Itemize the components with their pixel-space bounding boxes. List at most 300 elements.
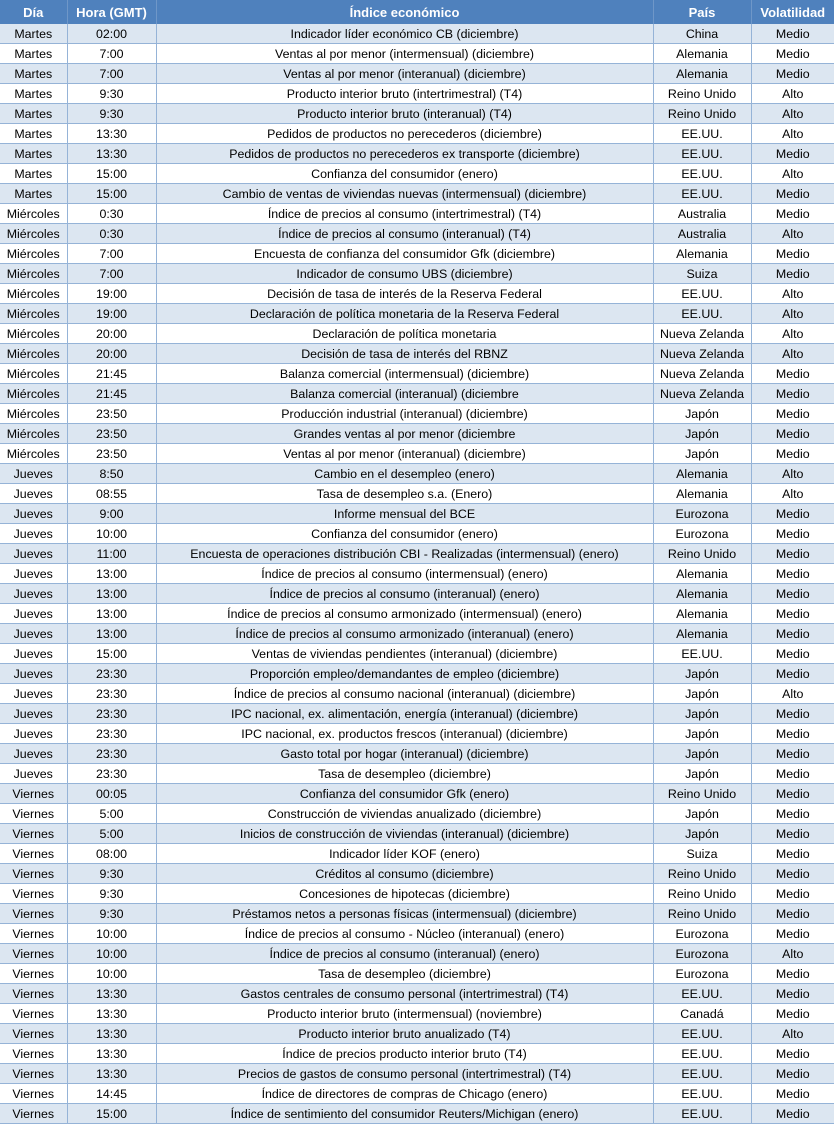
- table-row: [0, 184, 834, 204]
- cell-time: 13:00: [67, 564, 156, 584]
- table-row: [0, 744, 834, 764]
- table-row: [0, 464, 834, 484]
- cell-volatility: Medio: [751, 524, 834, 544]
- cell-time: 15:00: [67, 644, 156, 664]
- table-row: [0, 724, 834, 744]
- table-row: [0, 1064, 834, 1084]
- cell-country: Suiza: [653, 264, 751, 284]
- cell-index: Índice de precios producto interior bruto (T4): [156, 1044, 653, 1064]
- cell-day: Martes: [0, 184, 67, 204]
- table-row: [0, 124, 834, 144]
- header-country: País: [653, 0, 751, 24]
- cell-index: Declaración de política monetaria de la Reserva Federal: [156, 304, 653, 324]
- cell-volatility: Alto: [751, 304, 834, 324]
- cell-index: IPC nacional, ex. alimentación, energía (interanual) (diciembre): [156, 704, 653, 724]
- cell-index: Producto interior bruto anualizado (T4): [156, 1024, 653, 1044]
- cell-time: 7:00: [67, 44, 156, 64]
- cell-country: EE.UU.: [653, 1064, 751, 1084]
- cell-time: 7:00: [67, 64, 156, 84]
- cell-day: Jueves: [0, 604, 67, 624]
- cell-country: Eurozona: [653, 964, 751, 984]
- cell-volatility: Medio: [751, 1064, 834, 1084]
- cell-volatility: Medio: [751, 1004, 834, 1024]
- cell-index: Pedidos de productos no perecederos ex transporte (diciembre): [156, 144, 653, 164]
- cell-country: EE.UU.: [653, 164, 751, 184]
- cell-day: Viernes: [0, 784, 67, 804]
- cell-day: Miércoles: [0, 424, 67, 444]
- cell-volatility: Alto: [751, 484, 834, 504]
- cell-day: Miércoles: [0, 224, 67, 244]
- cell-day: Viernes: [0, 864, 67, 884]
- cell-time: 9:30: [67, 884, 156, 904]
- cell-time: 10:00: [67, 964, 156, 984]
- table-row: [0, 404, 834, 424]
- cell-index: Índice de precios al consumo armonizado (interanual) (enero): [156, 624, 653, 644]
- cell-volatility: Alto: [751, 124, 834, 144]
- cell-day: Martes: [0, 44, 67, 64]
- cell-time: 7:00: [67, 244, 156, 264]
- cell-country: Nueva Zelanda: [653, 384, 751, 404]
- cell-volatility: Medio: [751, 1084, 834, 1104]
- cell-day: Jueves: [0, 764, 67, 784]
- cell-day: Miércoles: [0, 364, 67, 384]
- cell-time: 20:00: [67, 344, 156, 364]
- cell-country: Australia: [653, 204, 751, 224]
- table-row: [0, 844, 834, 864]
- cell-country: Eurozona: [653, 504, 751, 524]
- cell-time: 23:50: [67, 424, 156, 444]
- table-row: [0, 764, 834, 784]
- cell-volatility: Medio: [751, 784, 834, 804]
- cell-country: Canadá: [653, 1004, 751, 1024]
- table-row: [0, 544, 834, 564]
- cell-index: Ventas al por menor (intermensual) (diciembre): [156, 44, 653, 64]
- cell-index: Índice de precios al consumo nacional (interanual) (diciembre): [156, 684, 653, 704]
- cell-time: 7:00: [67, 264, 156, 284]
- cell-day: Viernes: [0, 904, 67, 924]
- table-row: [0, 984, 834, 1004]
- table-row: [0, 84, 834, 104]
- cell-day: Viernes: [0, 1064, 67, 1084]
- cell-day: Miércoles: [0, 204, 67, 224]
- cell-index: Encuesta de confianza del consumidor Gfk (diciembre): [156, 244, 653, 264]
- table-row: [0, 944, 834, 964]
- cell-volatility: Medio: [751, 904, 834, 924]
- cell-day: Martes: [0, 144, 67, 164]
- cell-index: Encuesta de operaciones distribución CBI - Realizadas (intermensual) (enero): [156, 544, 653, 564]
- table-row: [0, 164, 834, 184]
- cell-index: Proporción empleo/demandantes de empleo (diciembre): [156, 664, 653, 684]
- header-day: Día: [0, 0, 67, 24]
- table-row: [0, 1104, 834, 1124]
- cell-country: Alemania: [653, 624, 751, 644]
- table-row: [0, 104, 834, 124]
- cell-index: Indicador de consumo UBS (diciembre): [156, 264, 653, 284]
- table-row: [0, 144, 834, 164]
- cell-volatility: Medio: [751, 604, 834, 624]
- cell-time: 23:30: [67, 704, 156, 724]
- cell-volatility: Alto: [751, 344, 834, 364]
- cell-country: Reino Unido: [653, 544, 751, 564]
- cell-country: Australia: [653, 224, 751, 244]
- cell-volatility: Medio: [751, 544, 834, 564]
- cell-country: Japón: [653, 824, 751, 844]
- table-row: [0, 664, 834, 684]
- cell-volatility: Alto: [751, 1024, 834, 1044]
- cell-volatility: Medio: [751, 384, 834, 404]
- cell-day: Martes: [0, 104, 67, 124]
- cell-country: EE.UU.: [653, 644, 751, 664]
- table-row: [0, 1004, 834, 1024]
- cell-index: Informe mensual del BCE: [156, 504, 653, 524]
- table-row: [0, 64, 834, 84]
- table-row: [0, 644, 834, 664]
- table-row: [0, 784, 834, 804]
- cell-day: Martes: [0, 24, 67, 44]
- cell-time: 21:45: [67, 384, 156, 404]
- cell-index: Indicador líder KOF (enero): [156, 844, 653, 864]
- cell-volatility: Medio: [751, 244, 834, 264]
- cell-index: Gasto total por hogar (interanual) (diciembre): [156, 744, 653, 764]
- cell-volatility: Medio: [751, 764, 834, 784]
- table-row: [0, 364, 834, 384]
- cell-volatility: Medio: [751, 144, 834, 164]
- cell-day: Miércoles: [0, 384, 67, 404]
- cell-time: 19:00: [67, 284, 156, 304]
- cell-volatility: Medio: [751, 564, 834, 584]
- cell-time: 0:30: [67, 204, 156, 224]
- table-row: [0, 264, 834, 284]
- cell-time: 9:30: [67, 104, 156, 124]
- cell-volatility: Medio: [751, 624, 834, 644]
- cell-time: 8:50: [67, 464, 156, 484]
- cell-country: Nueva Zelanda: [653, 324, 751, 344]
- cell-country: Japón: [653, 724, 751, 744]
- table-row: [0, 444, 834, 464]
- table-row: [0, 304, 834, 324]
- cell-country: Japón: [653, 684, 751, 704]
- cell-time: 23:30: [67, 724, 156, 744]
- cell-country: Alemania: [653, 64, 751, 84]
- cell-volatility: Alto: [751, 84, 834, 104]
- cell-time: 23:30: [67, 664, 156, 684]
- cell-time: 08:00: [67, 844, 156, 864]
- cell-country: Nueva Zelanda: [653, 364, 751, 384]
- cell-time: 13:30: [67, 144, 156, 164]
- cell-day: Viernes: [0, 804, 67, 824]
- cell-volatility: Medio: [751, 64, 834, 84]
- cell-time: 23:30: [67, 684, 156, 704]
- cell-country: Eurozona: [653, 524, 751, 544]
- header-volatility: Volatilidad: [751, 0, 834, 24]
- cell-index: Cambio en el desempleo (enero): [156, 464, 653, 484]
- cell-index: Índice de precios al consumo (interanual) (enero): [156, 584, 653, 604]
- cell-country: Eurozona: [653, 944, 751, 964]
- cell-volatility: Medio: [751, 824, 834, 844]
- cell-index: Producto interior bruto (intertrimestral) (T4): [156, 84, 653, 104]
- cell-day: Miércoles: [0, 264, 67, 284]
- cell-volatility: Medio: [751, 444, 834, 464]
- cell-day: Viernes: [0, 1004, 67, 1024]
- table-row: [0, 964, 834, 984]
- cell-country: Reino Unido: [653, 904, 751, 924]
- cell-country: Japón: [653, 744, 751, 764]
- table-row: [0, 904, 834, 924]
- cell-time: 23:50: [67, 404, 156, 424]
- cell-country: Japón: [653, 664, 751, 684]
- cell-index: Gastos centrales de consumo personal (intertrimestral) (T4): [156, 984, 653, 1004]
- cell-volatility: Alto: [751, 164, 834, 184]
- cell-time: 23:50: [67, 444, 156, 464]
- cell-time: 10:00: [67, 944, 156, 964]
- cell-country: Nueva Zelanda: [653, 344, 751, 364]
- cell-volatility: Medio: [751, 864, 834, 884]
- cell-index: Cambio de ventas de viviendas nuevas (intermensual) (diciembre): [156, 184, 653, 204]
- cell-country: Japón: [653, 764, 751, 784]
- cell-country: EE.UU.: [653, 1024, 751, 1044]
- cell-index: Tasa de desempleo (diciembre): [156, 964, 653, 984]
- cell-time: 15:00: [67, 184, 156, 204]
- cell-day: Viernes: [0, 984, 67, 1004]
- header-time: Hora (GMT): [67, 0, 156, 24]
- cell-index: Índice de precios al consumo - Núcleo (interanual) (enero): [156, 924, 653, 944]
- cell-volatility: Alto: [751, 224, 834, 244]
- table-row: [0, 1024, 834, 1044]
- cell-day: Jueves: [0, 644, 67, 664]
- cell-day: Jueves: [0, 624, 67, 644]
- cell-day: Viernes: [0, 1024, 67, 1044]
- cell-index: Índice de precios al consumo (intertrimestral) (T4): [156, 204, 653, 224]
- table-row: [0, 324, 834, 344]
- cell-volatility: Medio: [751, 964, 834, 984]
- cell-country: Alemania: [653, 604, 751, 624]
- cell-time: 14:45: [67, 1084, 156, 1104]
- cell-time: 20:00: [67, 324, 156, 344]
- cell-country: Alemania: [653, 584, 751, 604]
- cell-time: 9:00: [67, 504, 156, 524]
- cell-country: EE.UU.: [653, 1104, 751, 1124]
- cell-country: China: [653, 24, 751, 44]
- cell-time: 9:30: [67, 84, 156, 104]
- cell-country: Alemania: [653, 44, 751, 64]
- cell-index: Confianza del consumidor Gfk (enero): [156, 784, 653, 804]
- cell-country: Japón: [653, 444, 751, 464]
- cell-time: 23:30: [67, 744, 156, 764]
- cell-country: EE.UU.: [653, 124, 751, 144]
- cell-index: Decisión de tasa de interés del RBNZ: [156, 344, 653, 364]
- table-row: [0, 924, 834, 944]
- cell-index: Índice de precios al consumo (interanual) (enero): [156, 944, 653, 964]
- cell-time: 13:00: [67, 624, 156, 644]
- cell-day: Viernes: [0, 1104, 67, 1124]
- cell-country: Alemania: [653, 564, 751, 584]
- cell-volatility: Medio: [751, 924, 834, 944]
- cell-index: Inicios de construcción de viviendas (interanual) (diciembre): [156, 824, 653, 844]
- cell-day: Martes: [0, 124, 67, 144]
- cell-time: 00:05: [67, 784, 156, 804]
- table-row: [0, 224, 834, 244]
- cell-volatility: Medio: [751, 264, 834, 284]
- table-row: [0, 684, 834, 704]
- cell-country: Alemania: [653, 484, 751, 504]
- cell-volatility: Alto: [751, 944, 834, 964]
- cell-day: Miércoles: [0, 344, 67, 364]
- cell-index: Grandes ventas al por menor (diciembre: [156, 424, 653, 444]
- table-row: [0, 884, 834, 904]
- cell-volatility: Medio: [751, 184, 834, 204]
- cell-volatility: Medio: [751, 1044, 834, 1064]
- cell-time: 10:00: [67, 924, 156, 944]
- cell-index: Préstamos netos a personas físicas (intermensual) (diciembre): [156, 904, 653, 924]
- cell-index: Ventas de viviendas pendientes (interanual) (diciembre): [156, 644, 653, 664]
- cell-country: EE.UU.: [653, 1044, 751, 1064]
- cell-day: Viernes: [0, 884, 67, 904]
- cell-volatility: Alto: [751, 104, 834, 124]
- cell-index: Índice de directores de compras de Chicago (enero): [156, 1084, 653, 1104]
- cell-time: 13:30: [67, 1024, 156, 1044]
- cell-day: Jueves: [0, 484, 67, 504]
- cell-day: Miércoles: [0, 244, 67, 264]
- cell-index: Índice de precios al consumo (interanual) (T4): [156, 224, 653, 244]
- cell-day: Viernes: [0, 944, 67, 964]
- cell-index: Indicador líder económico CB (diciembre): [156, 24, 653, 44]
- cell-country: Japón: [653, 424, 751, 444]
- cell-country: Reino Unido: [653, 884, 751, 904]
- cell-time: 13:00: [67, 604, 156, 624]
- cell-day: Martes: [0, 164, 67, 184]
- cell-index: Índice de precios al consumo armonizado (intermensual) (enero): [156, 604, 653, 624]
- table-row: [0, 584, 834, 604]
- cell-index: Créditos al consumo (diciembre): [156, 864, 653, 884]
- cell-day: Martes: [0, 64, 67, 84]
- cell-volatility: Alto: [751, 684, 834, 704]
- cell-volatility: Medio: [751, 44, 834, 64]
- cell-day: Jueves: [0, 704, 67, 724]
- cell-time: 08:55: [67, 484, 156, 504]
- cell-country: Reino Unido: [653, 104, 751, 124]
- cell-time: 0:30: [67, 224, 156, 244]
- cell-day: Viernes: [0, 964, 67, 984]
- cell-volatility: Medio: [751, 724, 834, 744]
- cell-index: Índice de precios al consumo (intermensual) (enero): [156, 564, 653, 584]
- cell-index: Declaración de política monetaria: [156, 324, 653, 344]
- cell-country: EE.UU.: [653, 144, 751, 164]
- cell-volatility: Alto: [751, 284, 834, 304]
- cell-index: Tasa de desempleo (diciembre): [156, 764, 653, 784]
- cell-day: Miércoles: [0, 444, 67, 464]
- cell-index: Producción industrial (interanual) (diciembre): [156, 404, 653, 424]
- cell-time: 11:00: [67, 544, 156, 564]
- cell-time: 15:00: [67, 164, 156, 184]
- cell-country: Reino Unido: [653, 784, 751, 804]
- cell-volatility: Medio: [751, 844, 834, 864]
- cell-index: Balanza comercial (interanual) (diciembre: [156, 384, 653, 404]
- table-row: [0, 344, 834, 364]
- cell-day: Jueves: [0, 744, 67, 764]
- cell-country: Reino Unido: [653, 84, 751, 104]
- cell-volatility: Medio: [751, 504, 834, 524]
- cell-index: Decisión de tasa de interés de la Reserva Federal: [156, 284, 653, 304]
- cell-day: Viernes: [0, 824, 67, 844]
- cell-index: Producto interior bruto (intermensual) (noviembre): [156, 1004, 653, 1024]
- header-row: [0, 0, 834, 24]
- cell-day: Jueves: [0, 664, 67, 684]
- cell-country: EE.UU.: [653, 1084, 751, 1104]
- table-row: [0, 604, 834, 624]
- table-body: [0, 24, 834, 1124]
- cell-country: Alemania: [653, 244, 751, 264]
- cell-country: EE.UU.: [653, 984, 751, 1004]
- table-row: [0, 524, 834, 544]
- cell-time: 02:00: [67, 24, 156, 44]
- table-row: [0, 484, 834, 504]
- cell-day: Miércoles: [0, 304, 67, 324]
- table-row: [0, 1084, 834, 1104]
- cell-country: Suiza: [653, 844, 751, 864]
- cell-time: 23:30: [67, 764, 156, 784]
- cell-time: 9:30: [67, 904, 156, 924]
- cell-index: Ventas al por menor (interanual) (diciembre): [156, 64, 653, 84]
- table-row: [0, 244, 834, 264]
- table-row: [0, 704, 834, 724]
- cell-day: Martes: [0, 84, 67, 104]
- cell-day: Jueves: [0, 464, 67, 484]
- cell-day: Viernes: [0, 1044, 67, 1064]
- cell-index: Pedidos de productos no perecederos (diciembre): [156, 124, 653, 144]
- cell-time: 19:00: [67, 304, 156, 324]
- cell-time: 10:00: [67, 524, 156, 544]
- cell-volatility: Medio: [751, 24, 834, 44]
- cell-country: EE.UU.: [653, 184, 751, 204]
- cell-volatility: Medio: [751, 644, 834, 664]
- table-row: [0, 1044, 834, 1064]
- cell-index: Tasa de desempleo s.a. (Enero): [156, 484, 653, 504]
- cell-country: Japón: [653, 404, 751, 424]
- cell-index: IPC nacional, ex. productos frescos (interanual) (diciembre): [156, 724, 653, 744]
- cell-day: Viernes: [0, 844, 67, 864]
- cell-volatility: Medio: [751, 804, 834, 824]
- cell-country: Eurozona: [653, 924, 751, 944]
- cell-volatility: Alto: [751, 464, 834, 484]
- cell-volatility: Medio: [751, 364, 834, 384]
- cell-volatility: Medio: [751, 664, 834, 684]
- table-row: [0, 284, 834, 304]
- cell-volatility: Medio: [751, 704, 834, 724]
- cell-time: 13:30: [67, 1064, 156, 1084]
- cell-day: Miércoles: [0, 404, 67, 424]
- header-index: Índice económico: [156, 0, 653, 24]
- cell-time: 13:30: [67, 1044, 156, 1064]
- table-row: [0, 424, 834, 444]
- cell-volatility: Medio: [751, 204, 834, 224]
- cell-day: Viernes: [0, 924, 67, 944]
- cell-volatility: Medio: [751, 424, 834, 444]
- table-row: [0, 44, 834, 64]
- cell-index: Precios de gastos de consumo personal (intertrimestral) (T4): [156, 1064, 653, 1084]
- cell-time: 13:00: [67, 584, 156, 604]
- cell-volatility: Alto: [751, 324, 834, 344]
- table-row: [0, 24, 834, 44]
- cell-country: Alemania: [653, 464, 751, 484]
- cell-time: 15:00: [67, 1104, 156, 1124]
- cell-day: Miércoles: [0, 284, 67, 304]
- cell-day: Jueves: [0, 564, 67, 584]
- table-row: [0, 384, 834, 404]
- cell-day: Jueves: [0, 524, 67, 544]
- cell-index: Balanza comercial (intermensual) (diciembre): [156, 364, 653, 384]
- cell-index: Confianza del consumidor (enero): [156, 524, 653, 544]
- cell-country: Reino Unido: [653, 864, 751, 884]
